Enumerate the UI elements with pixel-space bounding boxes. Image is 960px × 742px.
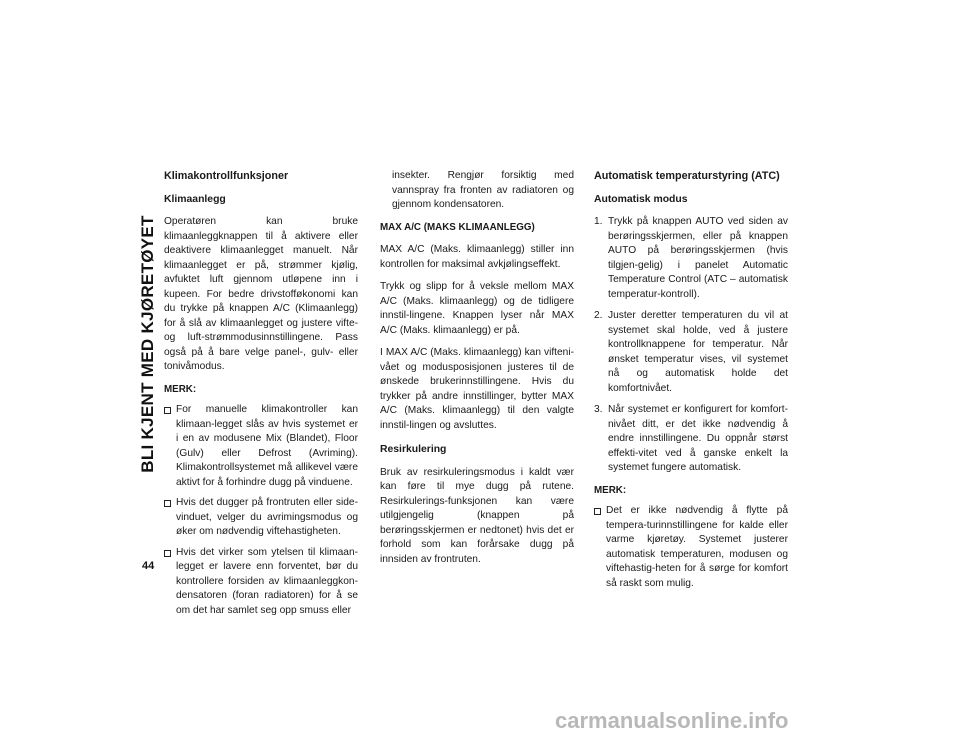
note-label: MERK: [164,383,197,395]
page-number: 44 [142,560,155,572]
paragraph-max-ac-1: MAX A/C (Maks. klimaanlegg) stiller inn kontrollen for maksimal avkjølingseffekt. [380,244,574,270]
note-item: Hvis det dugger på frontruten eller side-vinduet, velger du avrimingsmodus og øker om nødvendig viftehastigheten. [164,496,358,540]
continued-note-text: insekter. Rengjør forsiktig med vannspray fra fronten av radiatoren og gjennom kondensatoren. [392,170,574,210]
chapter-title: BLI KJENT MED KJØRETØYET [138,215,157,473]
step-number: 1. [594,216,603,227]
subtitle-air-conditioning: Klimaanlegg [164,193,226,205]
note-item: Det er ikke nødvendig å flytte på tempera-turinnstillingene for kalde eller varme kjøretøy. Systemet justerer automatisk temperaturen, modusen og viftehastig-heten for å sørge for komfort så raskt som mulig. [594,504,788,591]
subtitle-auto-mode: Automatisk modus [594,193,688,205]
paragraph-max-ac-3: I MAX A/C (Maks. klimaanlegg) kan vifteni-vået og modusposisjonen justeres til de ønskede brukerinnstillingene. Hvis du trykker på andre innstillinger, bytter MAX A/C (Maks. klimaanlegg) til den valgte innstil-lingen og avsluttes. [380,347,574,431]
step-item [594,309,788,396]
note-label: MERK: [594,484,627,496]
step-item [594,403,788,476]
subtitle-recirculation: Resirkulering [380,444,447,455]
chapter-side-tab [137,164,159,524]
note-list [164,403,358,618]
step-text: Trykk på knappen AUTO ved siden av berøringsskjermen, eller på knappen AUTO på berøringsskjermen (hvis tilgjen-gelig) i panelet Automatic Temperature Control (ATC – automatisk temperatur-kontroll). [608,216,788,300]
column-left [164,169,358,626]
watermark-text: carmanualsonline.info [555,708,789,733]
section-title-climate-functions: Klimakontrollfunksjoner [164,170,289,182]
column-middle [380,169,574,575]
note-item: Hvis det virker som ytelsen til klimaan-legget er lavere enn forventet, bør du kontrollere forsiden av klimaanleggkon-densatoren (foran radiatoren) for å se om det har samlet seg opp smuss eller [164,546,358,619]
paragraph-max-ac-2: Trykk og slipp for å veksle mellom MAX A/C (Maks. klimaanlegg) og de tidligere innstil-lingene. Knappen lyser når MAX A/C (Maks. klimaanlegg) er på. [380,281,574,336]
paragraph-ac-intro: Operatøren kan bruke klimaanleggknappen til å aktivere eller deaktivere klimaanlegget manuelt. Når klimaanlegget er på, strømmer kjølig, avfuktet luft gjennom utløpene inn i kupeen. For bedre drivstofføkonomi kan du trykke på knappen A/C (Klimaanlegg) for å slå av klimaanlegget og justere vifte- og luft-strømmodusinnstillingene. Pass også på å bare velge panel-, gulv- eller tonivåmodus. [164,216,358,372]
step-number: 2. [594,310,603,321]
section-title-atc: Automatisk temperaturstyring (ATC) [594,170,780,182]
step-list [594,215,788,476]
column-right [594,169,788,599]
step-item [594,215,788,302]
paragraph-recirculation: Bruk av resirkuleringsmodus i kaldt vær kan føre til mye dugg på rutene. Resirkulerings-funksjonen kan være utilgjengelig (knappen på berøringsskjermen er nedtonet) hvis det er forhold som kan forårsake dugg på innsiden av frontruten. [380,466,574,565]
step-number: 3. [594,404,603,415]
subtitle-max-ac: MAX A/C (MAKS KLIMAANLEGG) [380,221,535,233]
step-text: Juster deretter temperaturen du vil at systemet skal holde, ved å justere kontrollknappene for temperatur. Når ønsket temperatur vises, vil systemet nå og automatisk holde det komfortnivået. [608,310,788,394]
step-text: Når systemet er konfigurert for komfort-nivået ditt, er det ikke nødvendig å endre innstillingene. Du oppnår størst effekti-vitet ved å ganske enkelt la systemet fungere automatisk. [608,404,788,473]
note-list [594,504,788,591]
note-item: For manuelle klimakontroller kan klimaan-legget slås av hvis systemet er i en av modusene Mix (Blandet), Floor (Gulv) eller Defrost (Avriming). Klimakontrollsystemet må allikevel være aktivt for å forhindre dugg på vinduene. [164,403,358,490]
